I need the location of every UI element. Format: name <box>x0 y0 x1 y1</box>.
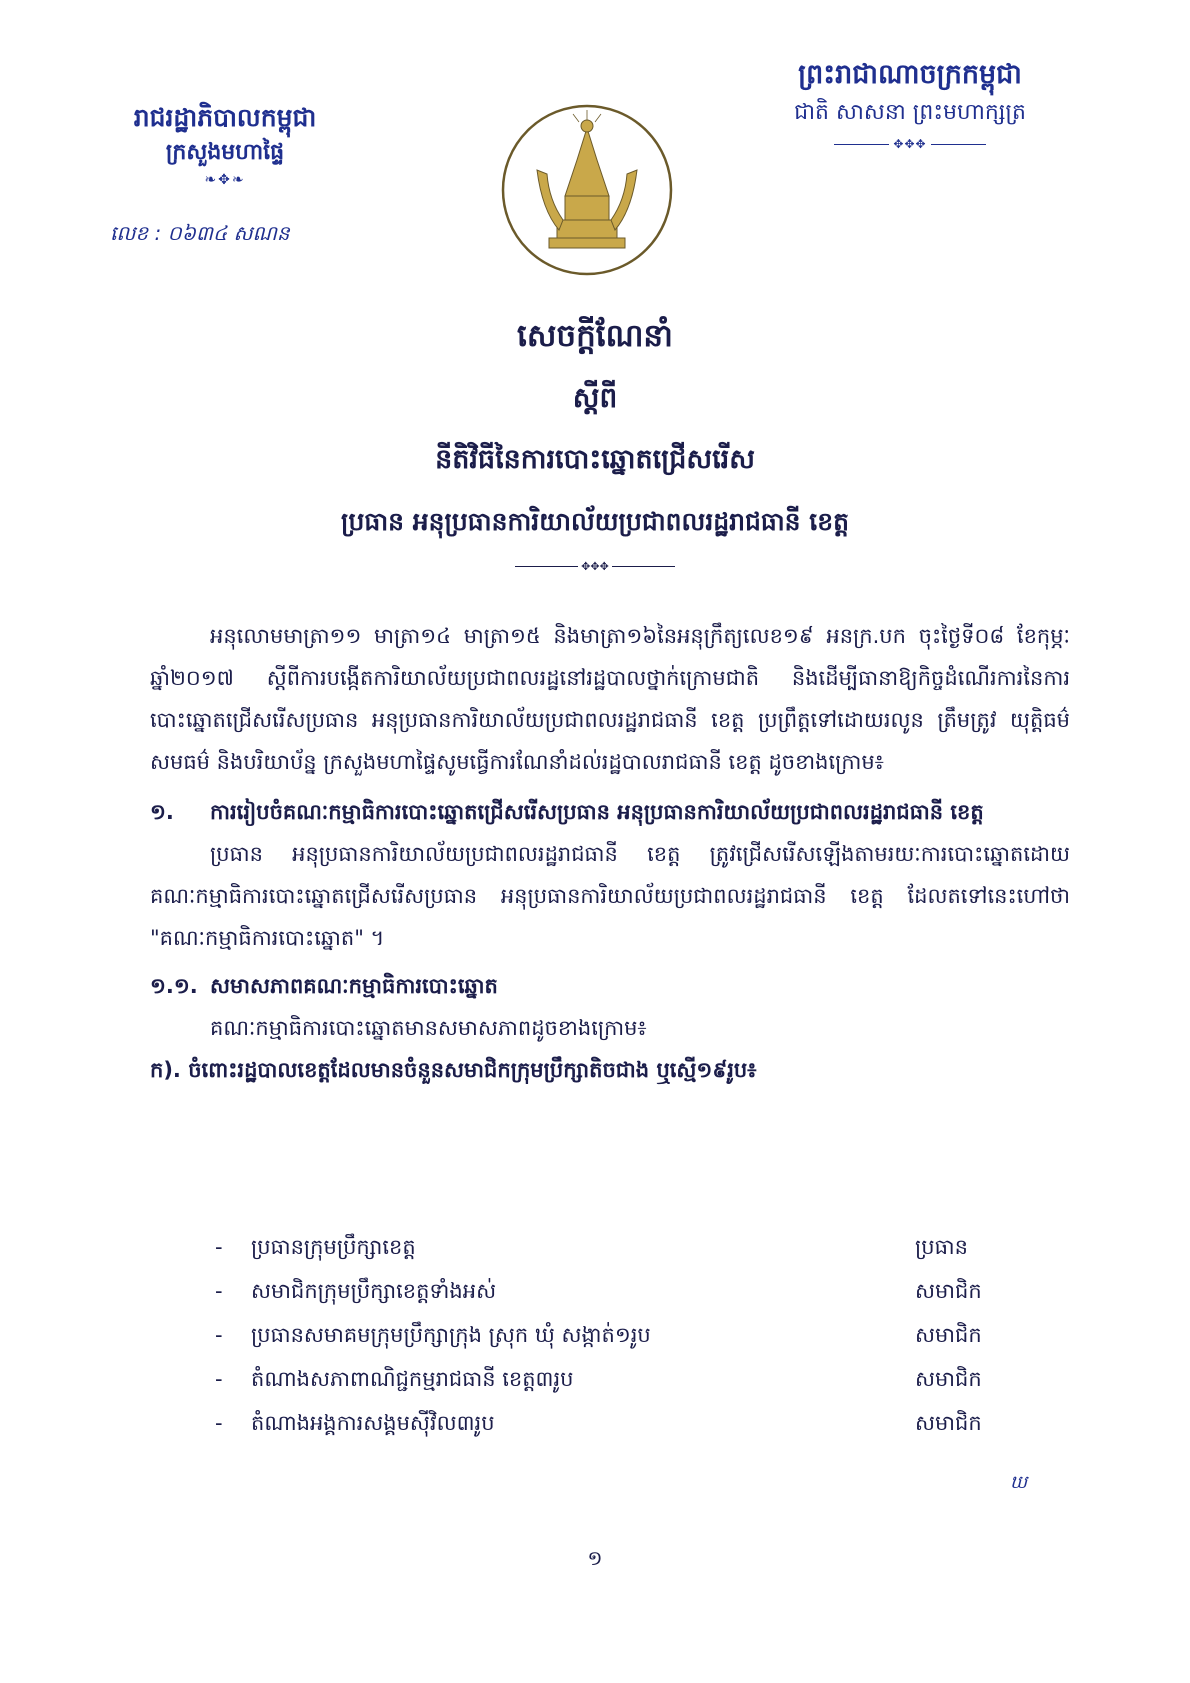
section-1-1-number: ១.១. <box>150 974 198 998</box>
member-role: សមាជិក <box>915 1367 982 1391</box>
section-1-body: ប្រធាន អនុប្រធានការិយាល័យប្រជាពលរដ្ឋរាជធានី ខេត្ត ត្រូវជ្រើសរើសឡើងតាមរយៈការបោះឆ្នោតដោយគណៈកម្មាធិការបោះឆ្នោតជ្រើសរើសប្រធាន អនុប្រធានការិយាល័យប្រជាពលរដ្ឋរាជធានី ខេត្ត ដែលតទៅនេះហៅថា "គណៈកម្មាធិការបោះឆ្នោត" ។ <box>150 842 1070 950</box>
kingdom-name: ព្រះរាជាណាចក្រកម្ពុជា <box>798 59 1022 90</box>
header-right-ornament: ✥✥✥ <box>893 137 927 151</box>
title-line-1: សេចក្តីណែនាំ <box>517 318 673 354</box>
header-left-ornament: ❧✥❧ <box>204 172 246 188</box>
section-1-1-body: គណៈកម្មាធិការបោះឆ្នោតមានសមាសភាពដូចខាងក្រោម៖ <box>210 1016 647 1040</box>
header-left <box>110 100 340 190</box>
intro-paragraph: អនុលោមមាត្រា១១ មាត្រា១៤ មាត្រា១៥ និងមាត្រា១៦នៃអនុក្រឹត្យលេខ១៩ អនក្រ.បក ចុះថ្ងៃទី០៨ ខែកុម្ភៈ ឆ្នាំ២០១៧ ស្តីពីការបង្កើតការិយាល័យប្រជាពលរដ្ឋនៅរដ្ឋបាលថ្នាក់ក្រោមជាតិ និងដើម្បីធានាឱ្យកិច្ចដំណើរការនៃការបោះឆ្នោតជ្រើសរើសប្រធាន អនុប្រធានការិយាល័យប្រជាពលរដ្ឋរាជធានី ខេត្ត ប្រព្រឹត្តទៅដោយរលូន ត្រឹមត្រូវ យុត្តិធម៌ សមធម៌ និងបរិយាប័ន្ន ក្រសួងមហាផ្ទៃសូមធ្វើការណែនាំដល់រដ្ឋបាលរាជធានី ខេត្ត ដូចខាងក្រោម៖ <box>150 624 1070 774</box>
member-label: ប្រធានសមាគមក្រុមប្រឹក្សាក្រុង ស្រុក ឃុំ សង្កាត់១រូប <box>251 1323 651 1347</box>
list-bullet: - <box>215 1235 223 1259</box>
list-item <box>215 1225 1015 1269</box>
list-bullet: - <box>215 1367 223 1391</box>
member-label: សមាជិកក្រុមប្រឹក្សាខេត្តទាំងអស់ <box>251 1279 497 1303</box>
title-line-3: នីតិវិធីនៃការបោះឆ្នោតជ្រើសរើស <box>435 444 755 475</box>
member-role: ប្រធាន <box>915 1235 968 1259</box>
document-title <box>0 305 1190 553</box>
section-1-number: ១. <box>150 800 174 824</box>
royal-emblem-icon <box>497 100 677 280</box>
list-bullet: - <box>215 1279 223 1303</box>
title-line-4: ប្រធាន អនុប្រធានការិយាល័យប្រជាពលរដ្ឋរាជធានី ខេត្ត <box>341 507 849 536</box>
member-label: ប្រធានក្រុមប្រឹក្សាខេត្ត <box>251 1235 416 1259</box>
list-bullet: - <box>215 1411 223 1435</box>
member-label: តំណាងអង្គការសង្គមស៊ីវិល៣រូប <box>251 1411 495 1435</box>
member-role: សមាជិក <box>915 1323 982 1347</box>
document-body <box>150 615 1070 1091</box>
section-1-1-title: សមាសភាពគណៈកម្មាធិការបោះឆ្នោត <box>210 974 498 998</box>
member-role: សមាជិក <box>915 1279 982 1303</box>
government-name: រាជរដ្ឋាភិបាលកម្ពុជា <box>133 103 317 132</box>
member-list <box>215 1225 1015 1445</box>
header-right <box>760 55 1060 151</box>
national-motto: ជាតិ សាសនា ព្រះមហាក្សត្រ <box>794 100 1026 125</box>
section-1-title: ការរៀបចំគណៈកម្មាធិការបោះឆ្នោតជ្រើសរើសប្រធាន អនុប្រធានការិយាល័យប្រជាពលរដ្ឋរាជធានី ខេត្ត <box>210 800 984 824</box>
member-label: តំណាងសភាពាណិជ្ជកម្មរាជធានី ខេត្ត៣រូប <box>251 1367 574 1391</box>
section-1-heading <box>150 791 1070 833</box>
sub-a-heading <box>150 1049 1070 1091</box>
title-ornament: ✥✥✥ <box>581 560 609 573</box>
title-divider <box>515 560 675 573</box>
reference-number: លេខ : ០៦៣៤ សណន <box>110 221 290 245</box>
member-role: សមាជិក <box>915 1411 982 1435</box>
list-item <box>215 1357 1015 1401</box>
list-item <box>215 1401 1015 1445</box>
handwritten-initial: ឃ <box>1010 1472 1028 1493</box>
list-bullet: - <box>215 1323 223 1347</box>
sub-a-label: ក). ចំពោះរដ្ឋបាលខេត្តដែលមានចំនួនសមាជិកក្រុមប្រឹក្សាតិចជាង ឬស្មើ១៩រូប៖ <box>150 1058 757 1082</box>
list-item <box>215 1269 1015 1313</box>
ministry-name: ក្រសួងមហាផ្ទៃ <box>165 140 285 165</box>
title-line-2: ស្តីពី <box>572 381 618 414</box>
page-number: ១ <box>587 1546 603 1570</box>
list-item <box>215 1313 1015 1357</box>
section-1-1-heading <box>150 965 1070 1007</box>
header-right-divider <box>760 137 1060 151</box>
